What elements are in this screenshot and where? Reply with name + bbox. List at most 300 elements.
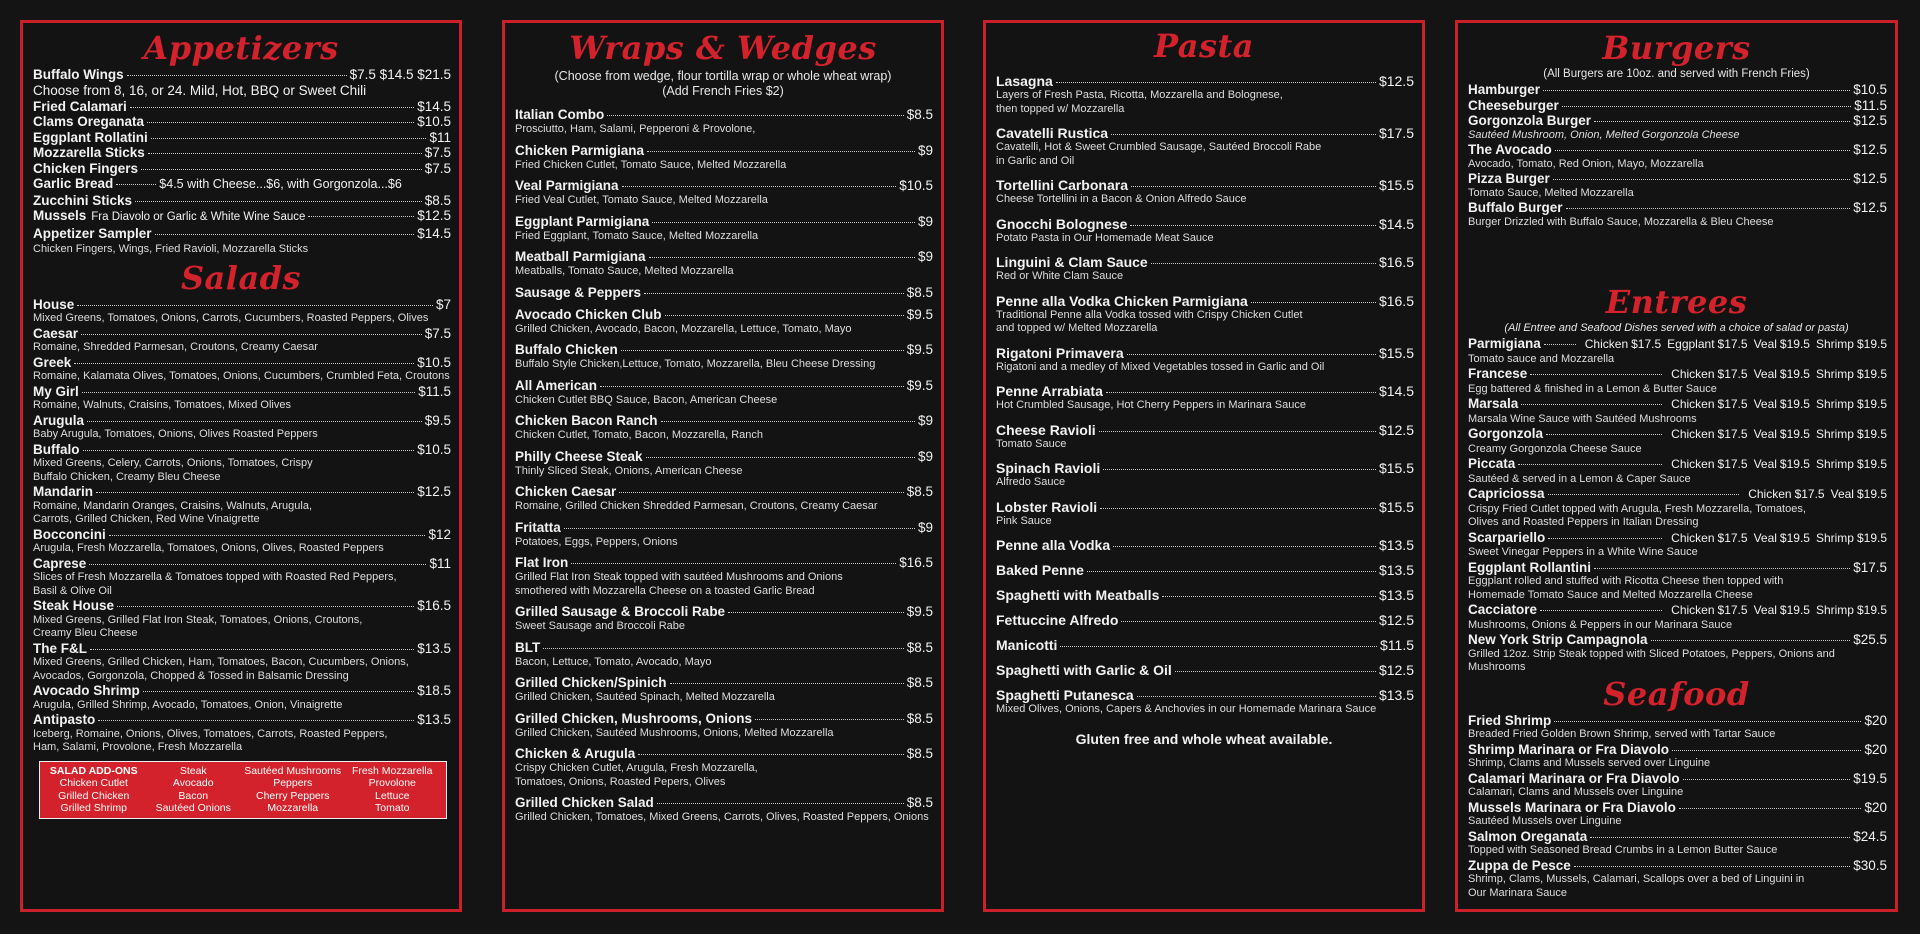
dot-leader — [147, 122, 414, 123]
menu-item-fritatta — [515, 520, 933, 550]
price-label: Veal — [1830, 487, 1854, 501]
menu-item-name: Gorgonzola — [1468, 426, 1543, 441]
menu-item-price: $15.5 — [1378, 177, 1414, 193]
seafood-title: Seafood — [1603, 674, 1750, 713]
menu-item-price: $20 — [1864, 712, 1887, 728]
dot-leader — [1548, 538, 1662, 539]
menu-item-price: $17.5 — [1378, 125, 1414, 141]
menu-item-row — [996, 293, 1414, 309]
price-label: Veal — [1753, 457, 1777, 471]
menu-item-name: Steak House — [33, 598, 115, 613]
menu-item-description: Cheese Tortellini in a Bacon & Onion Alfredo Sauce — [996, 193, 1247, 205]
dot-leader — [1594, 121, 1850, 122]
menu-item-row — [515, 746, 933, 762]
menu-item-row — [515, 604, 933, 620]
menu-item-name: Shrimp Marinara or Fra Diavolo — [1468, 741, 1670, 757]
dot-leader — [1151, 263, 1376, 264]
dot-leader — [81, 334, 422, 335]
dot-leader — [82, 392, 415, 393]
menu-item-description: Romaine, Grilled Chicken Shredded Parmesan, Croutons, Creamy Caesar — [515, 500, 878, 512]
menu-item-name: House — [33, 296, 75, 312]
dot-leader — [1548, 494, 1740, 495]
menu-item-price: $9 — [917, 142, 933, 158]
menu-item-price: $13.5 — [1378, 537, 1414, 553]
menu-item-row — [515, 143, 933, 159]
wings-description: Choose from 8, 16, or 24. Mild, Hot, BBQ or Sweet Chili — [33, 82, 367, 98]
menu-item-price: $13.5 — [1378, 587, 1414, 603]
dot-leader — [646, 457, 915, 458]
menu-item-price: $7.5 — [424, 325, 451, 341]
dot-leader — [1162, 596, 1376, 597]
menu-item-description: Sautéed Mushroom, Onion, Melted Gorgonzola Cheese — [1468, 128, 1740, 141]
dot-leader — [143, 691, 414, 692]
addon-column — [243, 765, 343, 815]
price-label: Chicken — [1584, 337, 1629, 351]
menu-item-price: $20 — [1864, 741, 1887, 757]
menu-item-grilled-chicken-salad — [515, 795, 933, 825]
dot-leader — [1566, 208, 1851, 209]
dot-leader — [77, 305, 433, 306]
menu-item-row — [1468, 858, 1887, 874]
dot-leader — [728, 612, 904, 613]
price-value: $17.5 — [1717, 427, 1748, 441]
menu-item-name: Arugula — [33, 412, 85, 428]
appetizers-salads-panel — [20, 20, 462, 912]
menu-item-description: Sautéed & served in a Lemon & Caper Sauce — [1468, 472, 1691, 485]
menu-item-zucchini: Zucchini Sticks $8.5 — [33, 192, 451, 208]
menu-item-description: Red or White Clam Sauce — [996, 270, 1124, 282]
menu-item-chicken-arugula — [515, 746, 933, 789]
menu-item-manicotti — [996, 637, 1414, 653]
menu-item-row — [515, 795, 933, 811]
menu-item-name: Avocado Chicken Club — [515, 306, 662, 322]
menu-item-price: $7.5 — [424, 145, 451, 160]
menu-item-name: Salmon Oreganata — [1468, 828, 1588, 844]
dot-leader — [1121, 621, 1376, 622]
menu-item-price: $12.5 — [1378, 662, 1414, 678]
dot-leader — [1554, 721, 1861, 722]
menu-item-house — [33, 297, 451, 326]
menu-item-price: $19.5 — [1853, 770, 1887, 786]
menu-item-price: $12.5 — [1378, 612, 1414, 628]
dot-leader — [1175, 671, 1376, 672]
price-label: Veal — [1753, 603, 1777, 617]
price-label: Chicken — [1671, 530, 1715, 545]
menu-item-fried-shrimp — [1468, 713, 1887, 742]
menu-item-description: Chicken Cutlet BBQ Sauce, Bacon, American Cheese — [515, 393, 778, 406]
price-value: $17.5 — [1717, 457, 1748, 471]
dot-leader — [665, 315, 904, 316]
menu-item-description: Cavatelli, Hot & Sweet Crumbled Sausage, Sautéed Broccoli Rabe in Garlic and Oil — [996, 141, 1322, 167]
menu-item-description: Prosciutto, Ham, Salami, Pepperoni & Provolone, — [515, 123, 756, 135]
menu-item-description: Sautéed Mussels over Linguine — [1468, 815, 1622, 827]
menu-item-name: Cavatelli Rustica — [996, 125, 1109, 141]
dot-leader — [1137, 696, 1376, 697]
wraps-title: Wraps & Wedges — [569, 29, 877, 67]
menu-item-avocado-chicken-club — [515, 307, 933, 337]
menu-item-description: Romaine, Walnuts, Craisins, Tomatoes, Mixed Olives — [33, 399, 291, 411]
menu-item-name: Caesar — [33, 325, 79, 341]
menu-item-name: Veal Parmigiana — [515, 178, 619, 193]
menu-item-price: $7 — [435, 296, 451, 312]
dot-leader — [644, 293, 904, 294]
menu-item-sampler: Appetizer Sampler $14.5 — [33, 225, 451, 241]
menu-item-grilled-chicken-spinich — [515, 675, 933, 705]
menu-item-lasagna — [996, 73, 1414, 116]
menu-item-name: Sausage & Peppers — [515, 284, 642, 300]
menu-item-greek — [33, 355, 451, 384]
menu-item-zuppa-de-pesce — [1468, 858, 1887, 901]
price-value: $19.5 — [1856, 367, 1887, 381]
salads-title: Salads — [180, 258, 302, 297]
menu-item-price: $10.5 — [417, 114, 451, 129]
menu-item-name: Capriciossa — [1468, 486, 1545, 501]
salads-list — [23, 297, 459, 755]
dot-leader — [543, 648, 903, 649]
price-label: Veal — [1753, 530, 1777, 545]
menu-item-fried-calamari — [33, 99, 451, 115]
menu-item-description: Iceberg, Romaine, Onions, Olives, Tomatoes, Carrots, Roasted Peppers, Ham, Salami, Provolone, Fresh Mozzarella — [33, 727, 388, 753]
menu-item-spaghetti-putanesca — [996, 687, 1414, 717]
menu-item-price: $16.5 — [899, 555, 933, 570]
price-label: Shrimp — [1815, 530, 1854, 545]
menu-item-description: Sweet Vinegar Peppers in a White Wine Sauce — [1468, 546, 1698, 558]
menu-item-row — [33, 114, 451, 130]
dot-leader — [1113, 546, 1376, 547]
menu-item-description: Grilled Chicken, Tomatoes, Mixed Greens, Carrots, Olives, Roasted Peppers, Onions — [515, 811, 929, 823]
menu-item-meatball-parmigiana — [515, 249, 933, 279]
price-label: Shrimp — [1815, 603, 1854, 617]
dot-leader — [130, 107, 414, 108]
menu-item-mussels: Mussels Fra Diavolo or Garlic & White Wine Sauce $12.5 — [33, 208, 451, 223]
dot-leader — [1543, 90, 1850, 91]
price-value: $19.5 — [1856, 487, 1887, 501]
menu-item-price: $8.5 — [906, 746, 933, 761]
menu-item-name: Scarpariello — [1468, 529, 1546, 545]
addon-item: Lettuce — [375, 789, 410, 802]
menu-item-description: Mushrooms, Onions & Peppers in our Marinara Sauce — [1468, 618, 1733, 631]
menu-item-avocado-shrimp — [33, 683, 451, 712]
price-value: $19.5 — [1856, 603, 1887, 617]
menu-item-row — [996, 422, 1414, 438]
menu-item-name: Chicken Bacon Ranch — [515, 413, 658, 428]
menu-item-caesar — [33, 326, 451, 355]
menu-item-description: Mixed Olives, Onions, Capers & Anchovies in our Homemade Marinara Sauce — [996, 703, 1377, 715]
menu-item-description: Traditional Penne alla Vodka tossed with Crispy Chicken Cutlet and topped w/ Melted Mozzarella — [996, 308, 1303, 334]
menu-item-the-avocado — [1468, 142, 1887, 171]
menu-item-scarpariello — [1468, 530, 1887, 547]
addon-item: SALAD ADD-ONS — [49, 764, 138, 777]
menu-item-piccata — [1468, 456, 1887, 473]
menu-item-name: Fried Calamari — [33, 98, 127, 114]
menu-item-row — [33, 683, 451, 699]
menu-item-description: Chicken Cutlet, Tomato, Bacon, Mozzarella, Ranch — [515, 429, 764, 441]
price-label: Veal — [1753, 427, 1777, 441]
menu-item-row — [515, 178, 933, 194]
menu-item-description: Thinly Sliced Steak, Onions, American Cheese — [515, 464, 743, 477]
menu-item-name: Rigatoni Primavera — [996, 344, 1124, 361]
dot-leader — [1544, 344, 1576, 345]
menu-item-description: Marsala Wine Sauce with Sautéed Mushrooms — [1468, 412, 1697, 425]
menu-item-row — [33, 145, 451, 161]
menu-item-description: Meatballs, Tomato Sauce, Melted Mozzarella — [515, 265, 734, 277]
menu-item-price: $9 — [917, 448, 933, 464]
menu-item-prices — [1665, 367, 1887, 383]
menu-item-all-american — [515, 378, 933, 408]
menu-item-row — [33, 355, 451, 371]
menu-item-description: Burger Drizzled with Buffalo Sauce, Mozzarella & Bleu Cheese — [1468, 215, 1774, 228]
menu-item-name: Piccata — [1468, 456, 1516, 471]
price-label: Chicken — [1671, 603, 1715, 617]
menu-item-price: $12.5 — [417, 484, 451, 499]
menu-item-name: Buffalo Chicken — [515, 342, 618, 357]
menu-item-price: $18.5 — [417, 683, 451, 698]
menu-item-prices — [1579, 337, 1887, 353]
menu-item-penne-arrabiata — [996, 383, 1414, 413]
price-label: Chicken — [1671, 457, 1715, 471]
menu-item-name: Gorgonzola Burger — [1468, 113, 1592, 128]
pasta-title: Pasta — [1154, 27, 1254, 65]
menu-item-name: Caprese — [33, 555, 87, 571]
dot-leader — [1103, 469, 1376, 470]
menu-item-row — [33, 413, 451, 429]
dot-leader — [117, 606, 414, 607]
menu-item-price: $8.5 — [906, 795, 933, 810]
menu-item-name: Mussels Marinara or Fra Diavolo — [1468, 799, 1676, 815]
menu-item-description: Alfredo Sauce — [996, 476, 1066, 488]
menu-item-row — [1468, 98, 1887, 114]
addon-item: Steak — [179, 764, 207, 777]
menu-item-row — [996, 637, 1414, 653]
menu-item-price: $16.5 — [1378, 254, 1414, 270]
menu-item-price: $8.5 — [906, 639, 933, 655]
addon-item: Chicken Cutlet — [59, 777, 128, 789]
menu-item-grilled-chicken-mushrooms-onions — [515, 711, 933, 741]
menu-item-price: $13.5 — [1378, 687, 1414, 703]
menu-item-prices — [1665, 603, 1887, 619]
menu-item-price: $9.5 — [906, 604, 933, 619]
menu-item-description: Mixed Greens, Grilled Flat Iron Steak, Tomatoes, Onions, Croutons, Creamy Bleu Cheese — [33, 613, 363, 639]
menu-item-row — [996, 612, 1414, 628]
menu-item-row — [1468, 171, 1887, 187]
price-value: $19.5 — [1856, 457, 1887, 471]
menu-item-row — [33, 326, 451, 342]
appetizers-title: Appetizers — [143, 29, 339, 67]
menu-item-description: Baby Arugula, Tomatoes, Onions, Olives Roasted Peppers — [33, 428, 318, 440]
price-value: $19.5 — [1779, 427, 1810, 441]
menu-item-penne-alla-vodka-chicken-parmigiana — [996, 293, 1414, 336]
menu-item-eggplant-rollatini — [33, 130, 451, 146]
menu-item-row — [515, 484, 933, 500]
menu-item-name: Meatball Parmigiana — [515, 249, 646, 264]
dot-leader — [148, 153, 422, 154]
burgers-entrees-seafood-panel — [1455, 20, 1898, 912]
addon-item: Grilled Chicken — [58, 789, 130, 802]
dot-leader — [1060, 646, 1377, 647]
menu-item-row — [1468, 713, 1887, 729]
menu-item-row — [996, 73, 1414, 89]
menu-item-name: Spaghetti with Garlic & Oil — [996, 662, 1172, 678]
dot-leader — [1521, 404, 1662, 405]
price-value: $17.5 — [1717, 603, 1748, 617]
menu-item-price: $13.5 — [417, 712, 451, 727]
price-label: Shrimp — [1815, 427, 1854, 441]
menu-item-row — [996, 537, 1414, 553]
price-label: Veal — [1753, 367, 1777, 381]
price-value: $19.5 — [1779, 603, 1810, 617]
menu-item-name: Spinach Ravioli — [996, 460, 1101, 476]
menu-item-name: Mozzarella Sticks — [33, 145, 145, 160]
menu-item-price: $12.5 — [1853, 113, 1887, 128]
menu-item-name: Clams Oreganata — [33, 114, 145, 129]
price-value: $17.5 — [1717, 367, 1748, 381]
dot-leader — [1056, 82, 1376, 83]
addon-item: Mozzarella — [267, 802, 319, 814]
menu-item-price: $14.5 — [1378, 383, 1414, 399]
dot-leader — [600, 386, 904, 387]
dot-leader — [638, 754, 903, 755]
menu-item-description: Egg battered & finished in a Lemon & Butter Sauce — [1468, 382, 1717, 395]
menu-item-name: All American — [515, 377, 598, 393]
menu-item-penne-alla-vodka — [996, 537, 1414, 553]
menu-item-name: Grilled Chicken, Mushrooms, Onions — [515, 710, 753, 726]
menu-item-name: Spaghetti with Meatballs — [996, 587, 1160, 603]
menu-item-row — [515, 285, 933, 301]
dot-leader — [1111, 134, 1376, 135]
menu-item-name: Philly Cheese Steak — [515, 448, 643, 464]
menu-item-row — [33, 297, 451, 313]
dot-leader — [98, 720, 414, 721]
dot-leader — [622, 186, 897, 187]
menu-item-ny-strip: New York Strip Campagnola $25.5 — [1468, 632, 1887, 647]
menu-item-name: Penne alla Vodka — [996, 537, 1111, 553]
menu-item-row — [33, 130, 451, 146]
price-label: Shrimp — [1815, 337, 1854, 351]
menu-item-row — [996, 125, 1414, 141]
menu-item-description: Tomato sauce and Mozzarella — [1468, 352, 1615, 365]
menu-item-description: Creamy Gorgonzola Cheese Sauce — [1468, 442, 1642, 455]
dot-leader — [649, 257, 915, 258]
price-label: Eggplant — [1667, 337, 1715, 351]
menu-item-description: Breaded Fried Golden Brown Shrimp, served with Tartar Sauce — [1468, 728, 1776, 740]
seafood-list — [1458, 713, 1895, 901]
menu-item-name: Lasagna — [996, 73, 1053, 89]
menu-item-name: Pizza Burger — [1468, 171, 1550, 186]
price-value: $17.5 — [1717, 530, 1748, 545]
menu-item-price: $10.5 — [1853, 82, 1887, 97]
menu-item-price: $12.5 — [1378, 421, 1414, 438]
menu-item-row — [1468, 142, 1887, 158]
menu-item-cheeseburger — [1468, 98, 1887, 114]
dot-leader — [89, 564, 426, 565]
menu-item-row — [996, 662, 1414, 678]
menu-item-hamburger — [1468, 82, 1887, 98]
menu-item-mandarin — [33, 484, 451, 527]
menu-item-marsala — [1468, 396, 1887, 413]
menu-item-name: Marsala — [1468, 396, 1519, 411]
menu-item-description: Hot Crumbled Sausage, Hot Cherry Peppers in Marinara Sauce — [996, 399, 1306, 411]
menu-item-row — [515, 214, 933, 230]
menu-item-italian-combo — [515, 107, 933, 137]
menu-item-row — [33, 712, 451, 728]
menu-item-rigatoni-primavera — [996, 345, 1414, 375]
menu-item-price: $12.5 — [1853, 171, 1887, 186]
menu-item-flat-iron — [515, 555, 933, 598]
dot-leader — [1574, 866, 1850, 867]
menu-item-spaghetti-with-garlic-oil — [996, 662, 1414, 678]
menu-item-calamari-marinara-or-fra-diavolo — [1468, 771, 1887, 800]
menu-item-capriciossa — [1468, 486, 1887, 503]
menu-item-description: Grilled Chicken, Sautéed Spinach, Melted Mozzarella — [515, 691, 775, 703]
pasta-panel — [983, 20, 1425, 912]
menu-item-description: Mixed Greens, Celery, Carrots, Onions, Tomatoes, Crispy Buffalo Chicken, Creamy Bleu Cheese — [33, 457, 313, 483]
menu-item-name: Bocconcini — [33, 526, 106, 542]
menu-item-price: $9.5 — [906, 377, 933, 393]
addon-item: Cherry Peppers — [255, 789, 330, 802]
dot-leader — [1100, 508, 1376, 509]
menu-item-lobster-ravioli — [996, 499, 1414, 529]
menu-item-name: Cheese Ravioli — [996, 421, 1096, 438]
menu-item-name: Tortellini Carbonara — [996, 177, 1128, 193]
menu-item-price: $10.5 — [899, 178, 933, 193]
menu-item-shrimp-marinara-or-fra-diavolo — [1468, 742, 1887, 771]
menu-item-the-f-l — [33, 641, 451, 684]
dot-leader — [83, 450, 415, 451]
menu-item-price: $11.5 — [418, 383, 451, 399]
menu-item-description: Shrimp, Clams and Mussels served over Linguine — [1468, 757, 1711, 769]
menu-item-row — [996, 587, 1414, 603]
dot-leader — [1251, 302, 1376, 303]
menu-item-price: $11 — [429, 129, 451, 145]
dot-leader — [564, 528, 915, 529]
appetizers-list — [23, 67, 459, 257]
dot-leader — [1127, 354, 1376, 355]
dot-leader — [74, 363, 414, 364]
price-value: $19.5 — [1779, 367, 1810, 381]
menu-item-row — [996, 177, 1414, 193]
menu-item-description: Tomato Sauce — [996, 437, 1067, 450]
menu-item-buffalo-burger — [1468, 200, 1887, 229]
menu-item-row — [1468, 82, 1887, 98]
menu-item-description: Layers of Fresh Pasta, Ricotta, Mozzarella and Bolognese, then topped w/ Mozzarella — [996, 89, 1283, 115]
addon-item: Sautéed Mushrooms — [244, 764, 342, 777]
menu-item-mozzarella-sticks — [33, 145, 451, 161]
menu-item-row — [996, 345, 1414, 361]
price-label: Veal — [1753, 397, 1777, 411]
menu-item-steak-house — [33, 598, 451, 641]
menu-item-name: Linguini & Clam Sauce — [996, 254, 1148, 270]
menu-item-fettuccine-alfredo — [996, 612, 1414, 628]
burgers-subtitle: (All Burgers are 10oz. and served with French Fries) — [1543, 68, 1810, 80]
menu-item-row — [33, 641, 451, 657]
dot-leader — [1590, 837, 1850, 838]
menu-item-row — [1468, 742, 1887, 758]
menu-item-name: Francese — [1468, 366, 1528, 381]
menu-item-caprese — [33, 556, 451, 599]
price-value: $17.5 — [1717, 337, 1748, 351]
dot-leader — [1553, 179, 1850, 180]
menu-item-row — [515, 640, 933, 656]
menu-item-row — [1468, 771, 1887, 787]
menu-item-row — [33, 484, 451, 500]
menu-item-description: Grilled Chicken, Sautéed Mushrooms, Onions, Melted Mozzarella — [515, 726, 834, 739]
price-label: Shrimp — [1815, 397, 1854, 411]
menu-item-row — [996, 383, 1414, 399]
price-label: Shrimp — [1815, 457, 1854, 471]
menu-item-description: Romaine, Kalamata Olives, Tomatoes, Onions, Cucumbers, Crumbled Feta, Croutons — [33, 370, 450, 382]
menu-item-baked-penne — [996, 562, 1414, 578]
menu-item-name: Eggplant Rollatini — [33, 129, 148, 145]
